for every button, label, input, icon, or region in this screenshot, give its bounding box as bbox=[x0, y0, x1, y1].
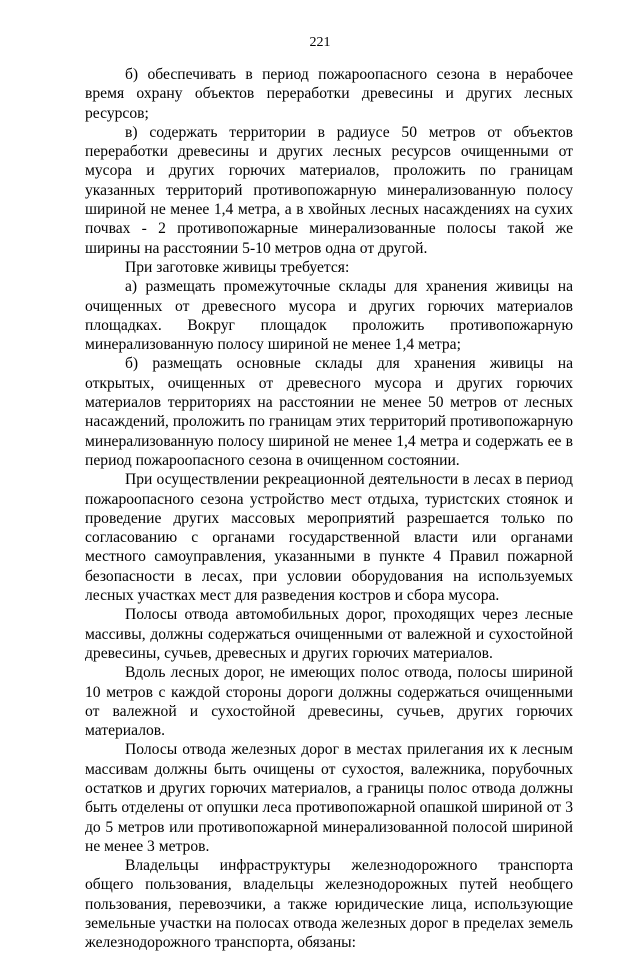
paragraph-v-maintain-territory: в) содержать территории в радиусе 50 метров от объектов переработки древесины и других лесных ресурсов очищенными от мусора и других горючих материалов, проложить по границам указанных территорий противопожарную минерализованную полосу шириной не менее 1,4 метра, а в хвойных лесных насаждениях на сухих почвах - 2 противопожарные минерализованные полосы такой же ширины на расстоянии 5-10 метров одна от другой. bbox=[85, 123, 573, 257]
paragraph-road-right-of-way: Полосы отвода автомобильных дорог, проходящих через лесные массивы, должны содержаться очищенными от валежной и сухостойной древесины, сучьев, древесных и других горючих материалов. bbox=[85, 606, 573, 662]
paragraph-railway-owners-obligations: Владельцы инфраструктуры железнодорожного транспорта общего пользования, владельцы железнодорожных путей необщего пользования, перевозчики, а также юридические лица, использующие земельные участки на полосах отвода железных дорог в пределах земель железнодорожного транспорта, обязаны: bbox=[85, 857, 573, 952]
paragraph-railway-right-of-way: Полосы отвода железных дорог в местах прилегания их к лесным массивам должны быть очищены от сухостоя, валежника, порубочных остатков и других горючих материалов, а границы полос отвода должны быть отделены от опушки леса противопожарной опашкой шириной от 3 до 5 метров или противопожарной минерализованной полосой шириной не менее 3 метров. bbox=[85, 741, 573, 855]
paragraph-resin-harvesting-intro: При заготовке живицы требуется: bbox=[125, 258, 350, 276]
page-number: 221 bbox=[309, 35, 331, 50]
paragraph-b-main-warehouses: б) размещать основные склады для хранения живицы на открытых, очищенных от древесного мусора и других горючих материалов территориях на расстоянии не менее 50 метров от лесных насаждений, проложить по границам этих территорий противопожарную минерализованную полосу шириной не менее 1,4 метра и содержать ее в период пожароопасного сезона в очищенном состоянии. bbox=[85, 355, 573, 469]
paragraph-forest-roads: Вдоль лесных дорог, не имеющих полос отвода, полосы шириной 10 метров с каждой стороны дороги должны содержаться очищенными от валежной и сухостойной древесины, сучьев, других горючих материалов. bbox=[85, 664, 573, 740]
document-body bbox=[85, 65, 573, 953]
paragraph-recreational-activity: При осуществлении рекреационной деятельности в лесах в период пожароопасного сезона устройство мест отдыха, туристских стоянок и проведение других массовых мероприятий разрешается только по согласованию с органами государственной власти или органами местного самоуправления, указанными в пункте 4 Правил пожарной безопасности в лесах, при условии оборудования на используемых лесных участках мест для разведения костров и сбора мусора. bbox=[85, 471, 573, 605]
paragraph-a-intermediate-warehouses: а) размещать промежуточные склады для хранения живицы на очищенных от древесного мусора и других горючих материалов площадках. Вокруг площадок проложить противопожарную минерализованную полосу шириной не менее 1,4 метра; bbox=[85, 278, 573, 354]
paragraph-b-ensure-guarding: б) обеспечивать в период пожароопасного сезона в нерабочее время охрану объектов переработки древесины и других лесных ресурсов; bbox=[85, 66, 573, 122]
